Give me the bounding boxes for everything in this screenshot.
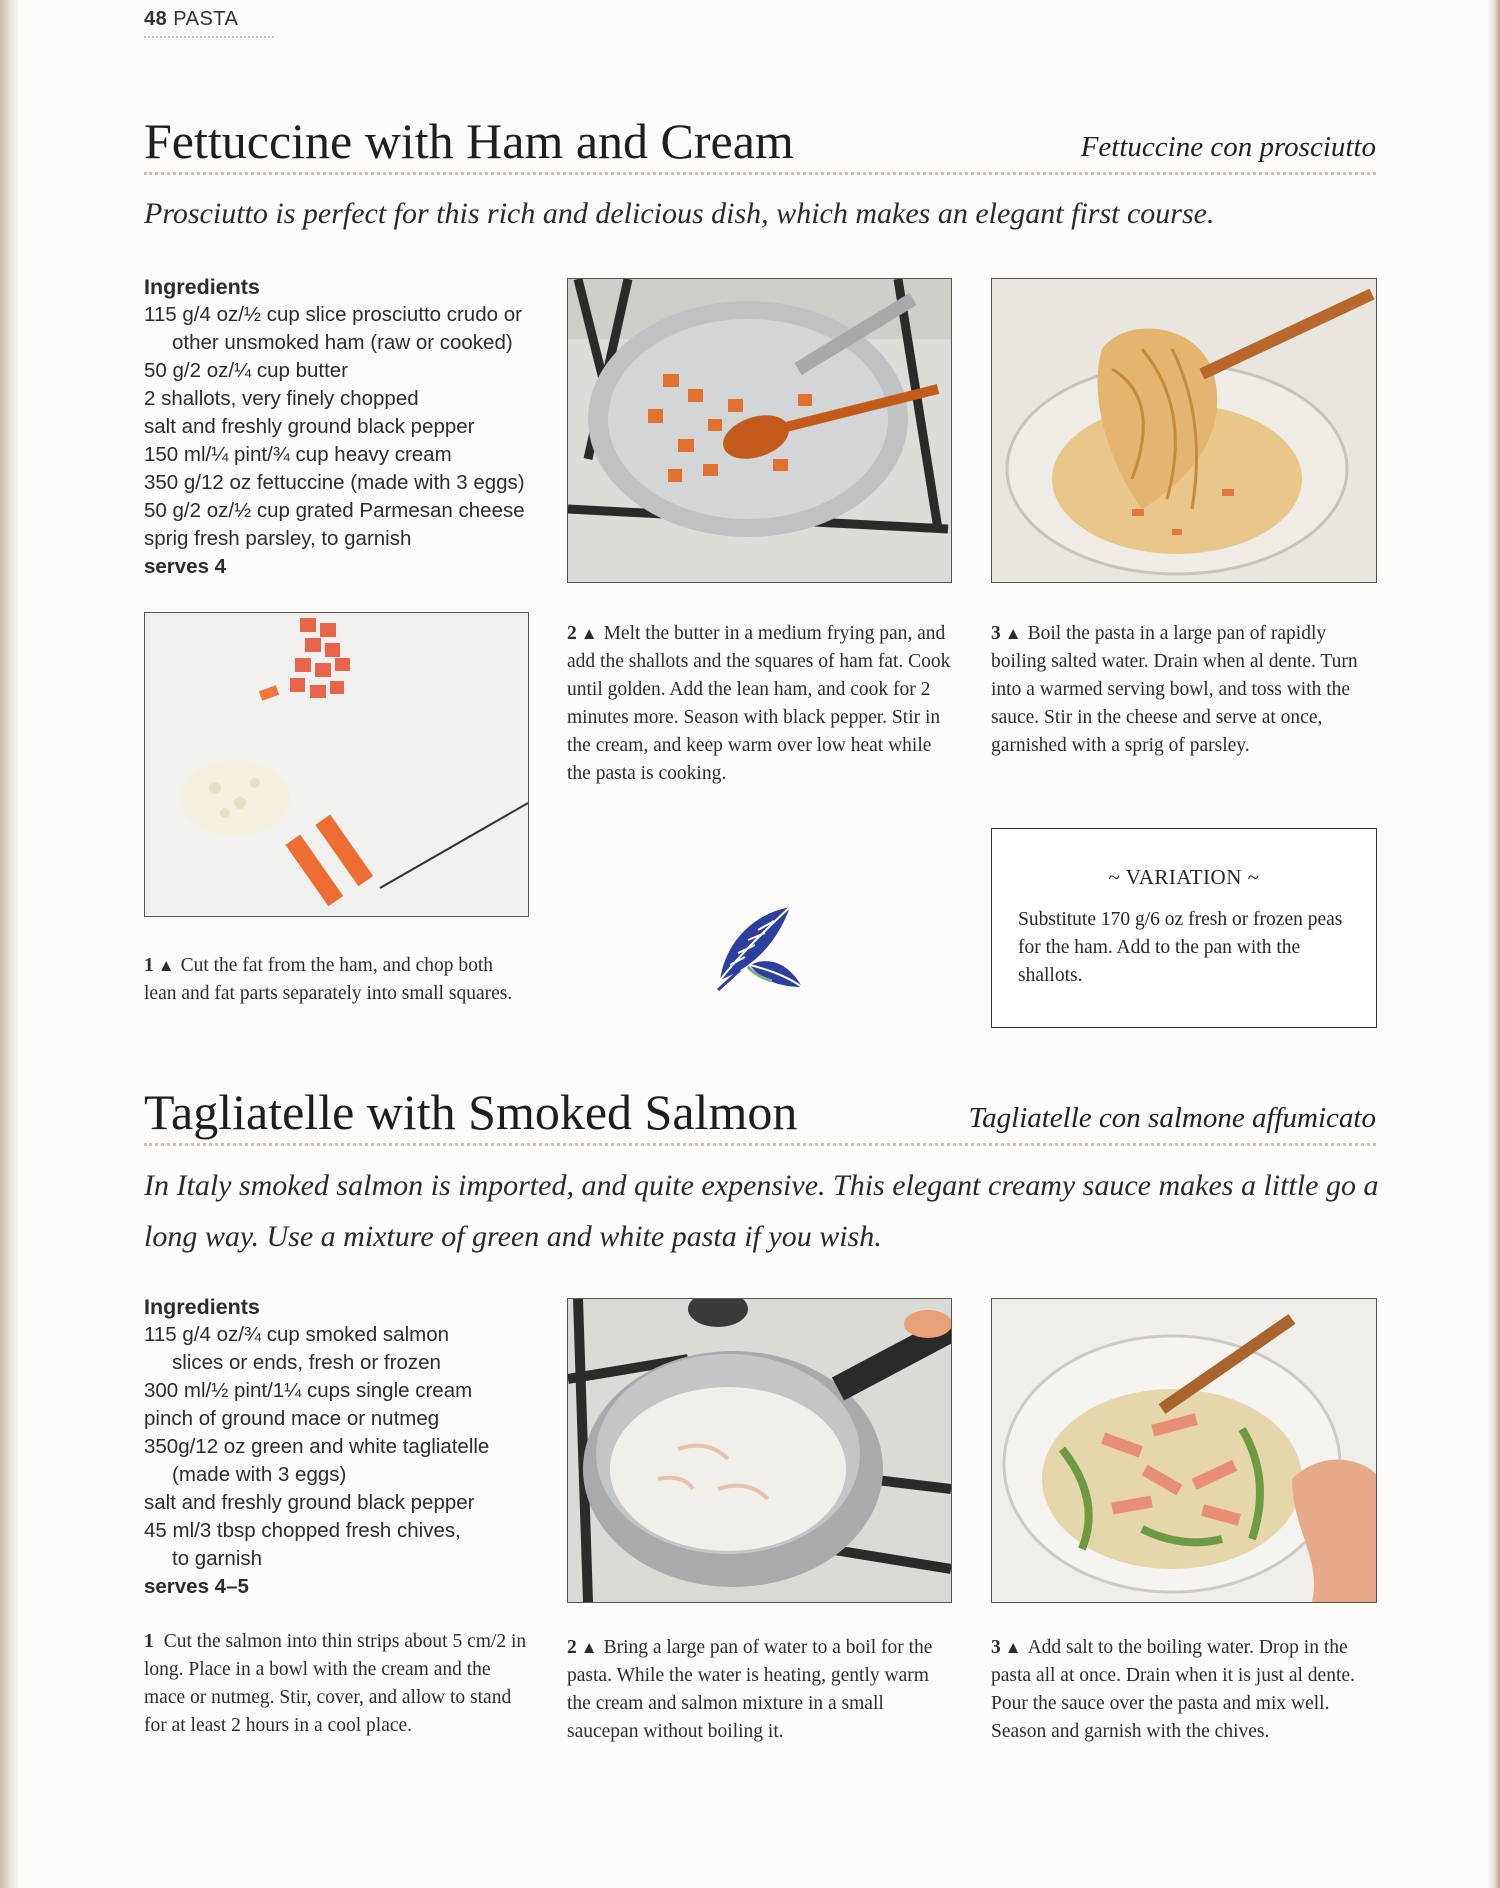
- ingredient-item: 2 shallots, very finely chopped: [144, 387, 419, 410]
- ingredient-item: 115 g/4 oz/½ cup slice prosciutto crudo or: [144, 303, 522, 326]
- running-header: [144, 8, 238, 31]
- step-marker-icon: ▲: [1004, 624, 1022, 643]
- recipe-1-title: Fettuccine with Ham and Cream: [144, 113, 794, 169]
- page-number: 48: [144, 8, 168, 30]
- step-text: Boil the pasta in a large pan of rapidly boiling salted water. Drain when al dente. Turn into a warmed serving bowl, and toss with the sauce. Stir in the cheese and serve at once, garnished with a sprig of parsley.: [991, 623, 1358, 756]
- step-marker-icon: ▲: [1004, 1638, 1022, 1657]
- ingredient-item: sprig fresh parsley, to garnish: [144, 527, 412, 550]
- section-name: PASTA: [173, 8, 239, 30]
- recipe-2-italian-title: Tagliatelle con salmone affumicato: [968, 1102, 1376, 1134]
- variation-box: [991, 828, 1377, 1028]
- photo-fettuccine-bowl: [991, 278, 1377, 583]
- ingredient-item: 50 g/2 oz/½ cup grated Parmesan cheese: [144, 499, 525, 522]
- step-text: Add salt to the boiling water. Drop in the pasta all at once. Drain when it is just al dente. Pour the sauce over the pasta and mix well. Season and garnish with the chives.: [991, 1637, 1355, 1742]
- serves-count: serves 4–5: [144, 1575, 249, 1598]
- step-number: 2: [567, 623, 577, 644]
- recipe-2-title-rule: [144, 1143, 1376, 1146]
- recipe-2-step-3: [991, 1634, 1375, 1746]
- step-text: Bring a large pan of water to a boil for the pasta. While the water is heating, gently warm the cream and salmon mixture in a small saucepan without boiling it.: [567, 1637, 933, 1742]
- step-number: 3: [991, 1637, 1001, 1658]
- step-marker-icon: ▲: [157, 956, 175, 975]
- ingredient-item: 150 ml/¼ pint/¾ cup heavy cream: [144, 443, 452, 466]
- photo-salmon-tagliatelle: [991, 1298, 1377, 1603]
- step-marker-icon: ▲: [580, 1638, 598, 1657]
- ingredient-item: 115 g/4 oz/¾ cup smoked salmon: [144, 1323, 450, 1346]
- step-number: 3: [991, 623, 1001, 644]
- page-gutter-shadow: [0, 0, 18, 1888]
- recipe-1-intro: Prosciutto is perfect for this rich and delicious dish, which makes an elegant first course.: [144, 197, 1215, 230]
- ingredient-item: 350 g/12 oz fettuccine (made with 3 eggs): [144, 471, 525, 494]
- step-marker-icon: ▲: [580, 624, 598, 643]
- ingredients-heading: Ingredients: [144, 1295, 260, 1319]
- header-rule: [144, 36, 274, 38]
- variation-title: ~ VARIATION ~: [1108, 865, 1260, 889]
- serves-count: serves 4: [144, 555, 227, 578]
- step-text: Cut the fat from the ham, and chop both lean and fat parts separately into small squares.: [144, 955, 513, 1004]
- ingredient-item: 50 g/2 oz/¼ cup butter: [144, 359, 348, 382]
- step-text: Cut the salmon into thin strips about 5 cm/2 in long. Place in a bowl with the cream and the mace or nutmeg. Stir, cover, and allow to stand for at least 2 hours in a cool place.: [144, 1631, 527, 1736]
- ingredient-item: 350g/12 oz green and white tagliatelle: [144, 1435, 490, 1458]
- recipe-2-step-2: [567, 1634, 951, 1746]
- recipe-1-ingredients: [144, 273, 544, 581]
- ingredient-item: salt and freshly ground black pepper: [144, 415, 475, 438]
- leaf-ornament-icon: [710, 895, 806, 993]
- ingredient-item: other unsmoked ham (raw or cooked): [172, 331, 513, 354]
- ingredient-item: pinch of ground mace or nutmeg: [144, 1407, 440, 1430]
- recipe-2-ingredients: [144, 1293, 544, 1601]
- step-number: 1: [144, 955, 154, 976]
- page-edge: [1488, 0, 1500, 1888]
- step-text: Melt the butter in a medium frying pan, and add the shallots and the squares of ham fat. Cook until golden. Add the lean ham, and cook for 2 minutes more. Season with black pepper. Stir in the cream, and keep warm over low heat while the pasta is cooking.: [567, 623, 951, 784]
- step-number: 1: [144, 1631, 154, 1652]
- ingredient-item: to garnish: [172, 1547, 263, 1570]
- ingredient-item: salt and freshly ground black pepper: [144, 1491, 475, 1514]
- step-number: 2: [567, 1637, 577, 1658]
- recipe-1-step-2: [567, 620, 951, 788]
- photo-chopped-ham: [144, 612, 529, 917]
- recipe-2-title: Tagliatelle with Smoked Salmon: [144, 1084, 798, 1140]
- ingredient-item: 300 ml/½ pint/1¼ cups single cream: [144, 1379, 473, 1402]
- recipe-1-italian-title: Fettuccine con prosciutto: [1080, 131, 1376, 163]
- recipe-1-step-1: [144, 952, 528, 1008]
- ingredients-heading: Ingredients: [144, 275, 260, 299]
- ingredient-item: 45 ml/3 tbsp chopped fresh chives,: [144, 1519, 461, 1542]
- recipe-1-step-3: [991, 620, 1375, 760]
- recipe-2-intro: In Italy smoked salmon is imported, and quite expensive. This elegant creamy sauce makes a little go a long way. Use a mixture of green and white pasta if you wish.: [144, 1169, 1379, 1253]
- variation-text: Substitute 170 g/6 oz fresh or frozen peas for the ham. Add to the pan with the shallots.: [1018, 909, 1343, 986]
- ingredient-item: slices or ends, fresh or frozen: [172, 1351, 441, 1374]
- photo-frying-ham: [567, 278, 952, 583]
- photo-cream-saucepan: [567, 1298, 952, 1603]
- recipe-1-title-rule: [144, 172, 1376, 175]
- recipe-2-step-1: [144, 1628, 528, 1740]
- ingredient-item: (made with 3 eggs): [172, 1463, 347, 1486]
